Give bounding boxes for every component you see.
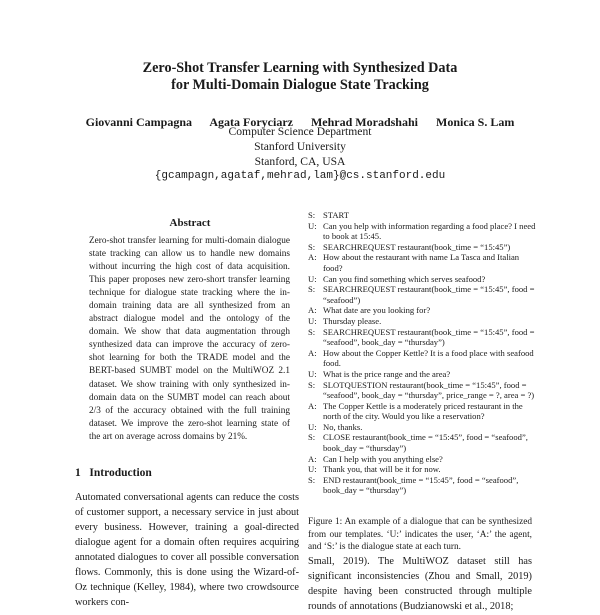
dialogue-speaker: U: — [308, 368, 317, 379]
section-number: 1 — [75, 467, 81, 479]
dialogue-speaker: U: — [308, 464, 317, 475]
dialogue-speaker: A: — [308, 453, 317, 464]
author-name: Giovanni Campagna — [85, 115, 192, 129]
dialogue-turn — [308, 422, 536, 433]
dialogue-turn — [308, 210, 536, 221]
introduction-text: Automated conversational agents can reduce the costs of customer support, a necessary service in just about every business. However, training a goal-directed dialogue agent for a domain often requires acquiring annotated dialogues to cover all possible conversation flows. Commonly, this is done using the Wizard-of-Oz technique (Kelley, 1984), where two crowdsource workers con- — [75, 492, 299, 608]
dialogue-turn — [308, 475, 536, 496]
dialogue-speaker: U: — [308, 273, 317, 284]
dialogue-speaker: U: — [308, 315, 317, 326]
dialogue-utterance: Thank you, that will be it for now. — [323, 464, 441, 475]
author-name: Monica S. Lam — [436, 115, 515, 129]
section-heading-introduction — [75, 467, 152, 479]
dialogue-turn — [308, 327, 536, 348]
dialogue-speaker: S: — [308, 241, 316, 252]
dialogue-turn — [308, 305, 536, 316]
dialogue-turn — [308, 380, 536, 401]
dialogue-speaker: S: — [308, 432, 316, 443]
abstract-text: Zero-shot transfer learning for multi-domain dialogue state tracking can allow us to handle new domains without incurring the high cost of data acquisition. This paper proposes new zero-short transfer learning technique for dialogue state tracking where the in-domain training data are all synthesized from an abstract dialogue model and the ontology of the domain. We show that data augmentation through synthesized data can improve the accuracy of zero-shot learning for both the TRADE model and the BERT-based SUMBT model on the MultiWOZ 2.1 dataset. We show training with only synthesized in-domain data on the SUMBT model can reach about 2/3 of the accuracy obtained with the full training dataset. We improve the zero-shot learning state of the art on average across domains by 21%. — [89, 236, 290, 442]
dialogue-turn — [308, 464, 536, 475]
dialogue-turn — [308, 369, 536, 380]
dialogue-utterance: START — [323, 210, 350, 220]
dialogue-turn — [308, 252, 536, 273]
dialogue-utterance: No, thanks. — [323, 421, 363, 432]
dialogue-speaker: S: — [308, 474, 316, 485]
dialogue-utterance: What is the price range and the area? — [323, 368, 451, 379]
dialogue-speaker: A: — [308, 347, 317, 358]
affiliation-university: Stanford University — [254, 140, 346, 153]
dialogue-utterance: SEARCHREQUEST restaurant(book_time = “15:45”, food = “seafood”, book_day = “thursday”) — [323, 326, 535, 348]
figure-caption: Figure 1: An example of a dialogue that can be synthesized from our templates. ‘U:’ indicates the user, ‘A:’ the agent, and ‘S:’ is the dialogue state at each turn. — [308, 517, 532, 553]
dialogue-speaker: S: — [308, 284, 316, 295]
dialogue-speaker: A: — [308, 252, 317, 263]
paper-title-line-1: Zero-Shot Transfer Learning with Synthesized Data — [142, 60, 458, 76]
author-name: Agata Foryciarz — [209, 115, 293, 129]
author-name: Mehrad Moradshahi — [310, 115, 418, 129]
paper-title-line-2: for Multi-Domain Dialogue State Tracking — [171, 77, 429, 93]
section-title: Introduction — [89, 467, 152, 479]
affiliation-location: Stanford, CA, USA — [254, 155, 346, 168]
dialogue-utterance: How about the Copper Kettle? It is a food place with seafood food. — [323, 347, 534, 369]
abstract-heading: Abstract — [169, 217, 211, 229]
dialogue-utterance: Can I help with you anything else? — [323, 453, 443, 464]
dialogue-utterance: Thursday please. — [323, 315, 382, 326]
dialogue-turn — [308, 242, 536, 253]
dialogue-speaker: A: — [308, 400, 317, 411]
dialogue-turn — [308, 401, 536, 422]
dialogue-utterance: Can you find something which serves seafood? — [323, 273, 486, 284]
dialogue-speaker: S: — [308, 210, 316, 220]
dialogue-utterance: SEARCHREQUEST restaurant(book_time = “15:45”) — [323, 241, 511, 252]
dialogue-utterance: SEARCHREQUEST restaurant(book_time = “15:45”, food = “seafood”) — [323, 284, 535, 305]
author-email: {gcampagn,agataf,mehrad,lam}@cs.stanford.edu — [154, 170, 446, 182]
dialogue-speaker: A: — [308, 305, 317, 316]
dialogue-speaker: S: — [308, 379, 316, 390]
dialogue-utterance: How about the restaurant with name La Tasca and Italian food? — [323, 252, 520, 273]
dialogue-turn — [308, 454, 536, 465]
dialogue-turn — [308, 316, 536, 327]
dialogue-utterance: The Copper Kettle is a moderately priced restaurant in the north of the city. Would you like a reservation? — [323, 400, 523, 422]
dialogue-utterance: END restaurant(book_time = “15:45”, food = “seafood”, book_day = “thursday”) — [323, 474, 519, 496]
dialogue-speaker: U: — [308, 220, 317, 231]
dialogue-utterance: Can you help with information regarding a food place? I need to book at 15:45. — [323, 220, 536, 242]
dialogue-utterance: SLOTQUESTION restaurant(book_time = “15:45”, food = “seafood”, book_day = “thursday”, price_range = ?, area = ?) — [323, 379, 535, 401]
dialogue-speaker: S: — [308, 326, 316, 337]
dialogue-turn — [308, 348, 536, 369]
dialogue-turn — [308, 432, 536, 453]
dialogue-speaker: U: — [308, 421, 317, 432]
dialogue-turn — [308, 274, 536, 285]
affiliation-department: Computer Science Department — [228, 125, 372, 138]
right-column-text: Small, 2019). The MultiWOZ dataset still has significant inconsistencies (Zhou and Small, 2019) despite having been constructed through multiple rounds of annotations (Budzianowski et al., 2018; — [308, 556, 532, 612]
dialogue-turn — [308, 284, 536, 305]
dialogue-figure — [308, 210, 536, 496]
dialogue-turn — [308, 221, 536, 242]
dialogue-utterance: CLOSE restaurant(book_time = “15:45”, food = “seafood”, book_day = “thursday”) — [323, 432, 528, 454]
dialogue-utterance: What date are you looking for? — [323, 305, 431, 316]
